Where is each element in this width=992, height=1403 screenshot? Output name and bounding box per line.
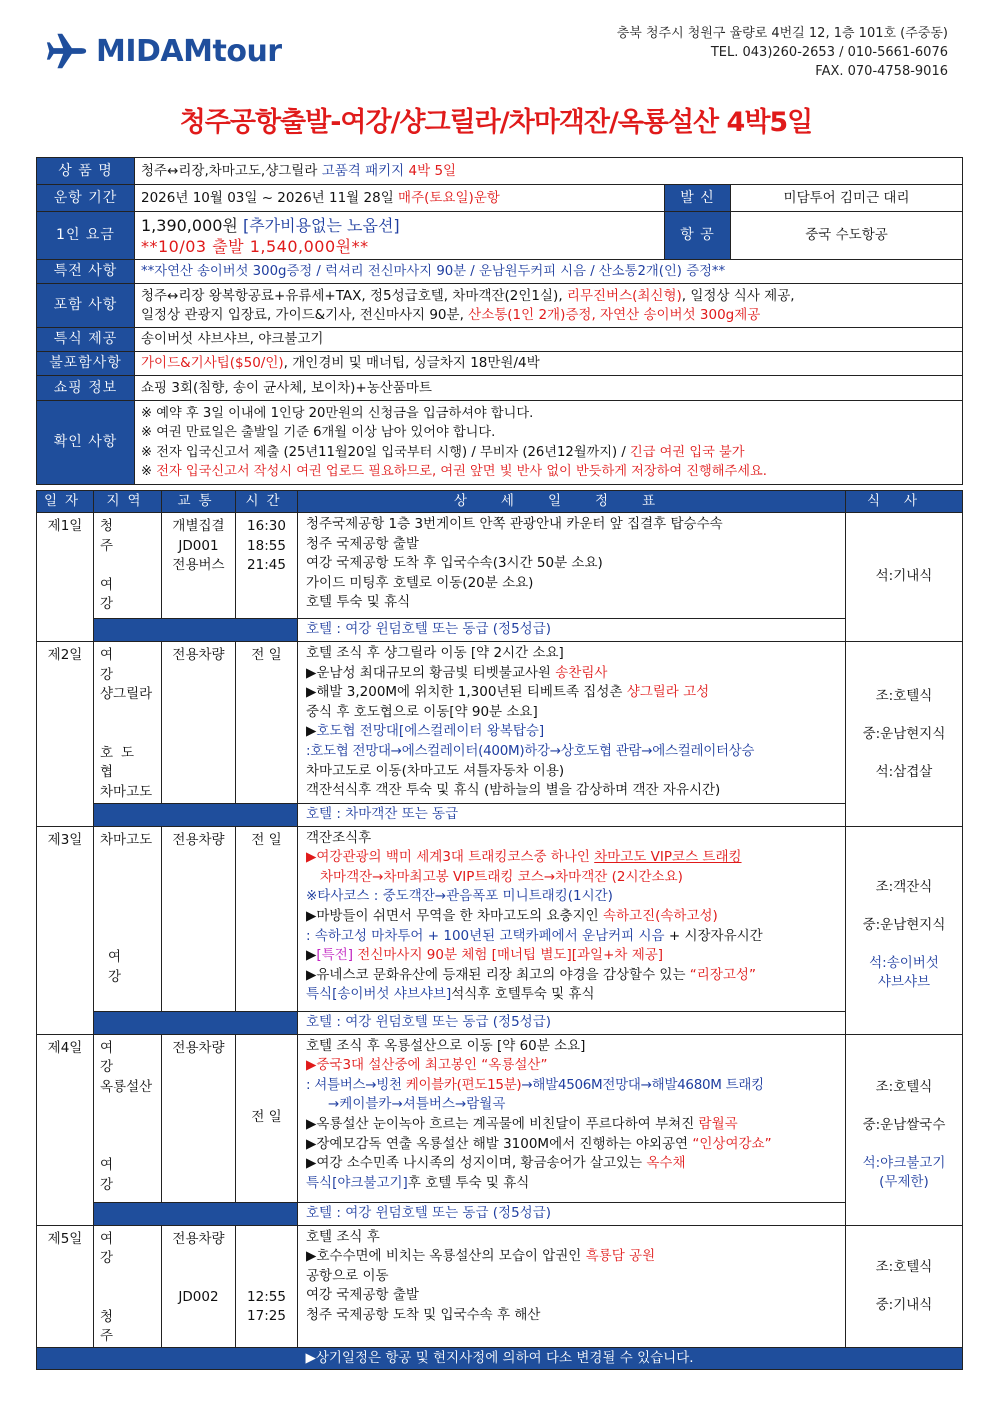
- detail-line: 가이드 미팅후 호텔로 이동(20분 소요): [306, 574, 534, 591]
- exclude-value: [135, 352, 963, 376]
- time-text: 18:55: [247, 537, 286, 554]
- place-text: 여강: [100, 576, 142, 613]
- transport-text: 전용버스: [172, 557, 225, 574]
- day2-places: [94, 642, 162, 804]
- place-text: 여강: [108, 949, 144, 985]
- day1-label: 제1일: [37, 513, 94, 642]
- meal-text: [846, 1144, 962, 1192]
- detail-line: 차마고도로 이동(차마고도 셔틀자동차 이용): [306, 762, 565, 779]
- exclude-text: , 개인경비 및 매너팁, 싱글차지 18만원/4박: [283, 355, 540, 371]
- confirm-text: ※: [141, 464, 157, 479]
- col-meal: 식사: [846, 491, 963, 513]
- detail-line: ※타사코스 : 중도객잔→관음폭포 미니트래킹(1시간): [306, 888, 613, 905]
- include-text: 일정상 관광지 입장료, 가이드&기사, 전신마사지 90분,: [141, 306, 469, 323]
- detail-text-red: 옥수채: [646, 1155, 686, 1172]
- meal-label: 특식 제공: [37, 328, 135, 352]
- place: [100, 517, 156, 556]
- day5-places: [94, 1225, 162, 1347]
- day5-label: 제5일: [37, 1225, 94, 1347]
- day2-detail: [298, 642, 846, 804]
- hotel-bar: [94, 1011, 298, 1034]
- day4-time: 전 일: [236, 1034, 298, 1202]
- detail-text-red: 여강관광의 백미 세계3대 트래킹코스중 하나인: [316, 849, 595, 866]
- day1-places: [94, 513, 162, 619]
- meal-text: 중:운남현지식: [862, 917, 946, 934]
- detail-line: 청주국제공항 1층 3번게이트 안쪽 관광안내 카운터 앞 집결후 탑승수속: [306, 516, 723, 532]
- meal-text: 조:호텔식: [875, 1078, 933, 1095]
- detail-line: [306, 1154, 837, 1174]
- detail-text: ▶: [306, 849, 317, 866]
- schedule-footer: [37, 1347, 963, 1369]
- price-text: 1,390,000원: [141, 215, 243, 235]
- detail-text: ▶장예모감독 연출 옥룡설산 해발 3100M에서 진행하는 야외공연: [306, 1135, 693, 1152]
- day1-transport: [162, 513, 236, 619]
- info-row-price: [37, 212, 963, 260]
- logo: [44, 28, 282, 74]
- product-text: 청주↔리장,차마고도,샹그릴라: [141, 162, 322, 179]
- col-trans: 교통: [162, 491, 236, 513]
- day5-detail: [298, 1225, 846, 1347]
- detail-line: [306, 1247, 837, 1267]
- company-address: [617, 24, 948, 81]
- schedule-table: [36, 490, 963, 1370]
- day1-row: [37, 513, 963, 619]
- meal-text: 중:기내식: [875, 1297, 933, 1314]
- detail-line: 청주 국제공항 도착 및 입국수속 후 해산: [306, 1306, 541, 1323]
- day3-row: [37, 826, 963, 1011]
- detail-line: [306, 1135, 837, 1155]
- fax-line: FAX. 070-4758-9016: [815, 64, 948, 79]
- day2-transport: 전용차량: [162, 642, 236, 804]
- detail-line: [306, 1174, 837, 1194]
- place-text: 청주: [100, 1308, 142, 1345]
- detail-line: [306, 1115, 837, 1135]
- logo-text: MIDAMtour: [96, 33, 282, 69]
- detail-text-red: “인상여강쇼”: [692, 1135, 772, 1152]
- detail-text-red: 샹그릴라 고성: [626, 684, 710, 701]
- detail-line: [306, 946, 837, 966]
- day3-meal: [846, 826, 963, 1034]
- detail-text: + 시장자유시간: [664, 927, 763, 944]
- confirm-item: ※ 예약 후 3일 이내에 1인당 20만원의 신청금을 입금하셔야 합니다.: [141, 405, 534, 421]
- col-day: 일자: [37, 491, 94, 513]
- place-text: 샹그릴라: [100, 686, 153, 703]
- detail-text-purple: [특전]: [316, 947, 354, 964]
- meal-text: 중:운남현지식: [862, 725, 946, 742]
- info-row-exclude: [37, 352, 963, 376]
- detail-line: 객잔조식후: [306, 829, 372, 846]
- detail-text-red: ▶중국3대 설산중에 최고봉인: [306, 1057, 482, 1074]
- day3-hotel: 호텔 : 여강 윈덤호텔 또는 동급 (정5성급): [298, 1011, 846, 1034]
- day5-transport: [162, 1225, 236, 1347]
- price-label: 1인 요금: [37, 212, 135, 260]
- detail-line: [306, 966, 837, 986]
- include-value: [135, 284, 963, 328]
- hotel-bar: [94, 803, 298, 826]
- day3-label: 제3일: [37, 826, 94, 1034]
- place-text: 여강: [100, 647, 142, 683]
- transport-text: JD002: [178, 1289, 219, 1306]
- time-text: 12:55: [247, 1288, 286, 1305]
- detail-text-red: “옥룡설산”: [481, 1057, 548, 1074]
- product-text-blue: 고품격 패키지: [321, 162, 409, 179]
- meal-text: [846, 944, 962, 992]
- airplane-icon: [44, 28, 90, 74]
- sender-value: 미담투어 김미근 대리: [731, 185, 963, 212]
- detail-line: 호텔 조식 후 옥룡설산으로 이동 [약 60분 소요]: [306, 1037, 586, 1054]
- product-value: [135, 158, 963, 185]
- detail-line: 객잔석식후 객잔 투숙 및 휴식 (밤하늘의 별을 감상하며 객잔 자유시간): [306, 782, 721, 799]
- detail-text-red: 전신마사지 90분 체험 [매너팁 별도][과일+차 제공]: [353, 947, 664, 964]
- detail-text-blue: : 속하고성 마차투어 + 100년된 고택카페에서 운남커피 시음: [306, 927, 665, 944]
- detail-text: 석식후 호텔투숙 및 휴식: [451, 986, 595, 1003]
- shopping-label: 쇼핑 정보: [37, 376, 135, 401]
- detail-line: 공항으로 이동: [306, 1267, 389, 1284]
- info-row-benefit: [37, 260, 963, 284]
- transport-text: 전용차량: [172, 1230, 225, 1247]
- confirm-text-red: 긴급 여권 입국 불가: [630, 444, 745, 460]
- day1-hotel-row: [37, 619, 963, 642]
- detail-line: [306, 985, 837, 1005]
- detail-text: ▶해발 3,200M에 위치한 1,300년된 티베트족 집성촌: [306, 684, 627, 701]
- day1-meal: 석:기내식: [846, 513, 963, 642]
- include-text: 청주↔리장 왕복항공료+유류세+TAX, 정5성급호텔, 차마객잔(2인1실),: [141, 287, 567, 304]
- benefit-label: 특전 사항: [37, 260, 135, 284]
- day1-hotel: 호텔 : 여강 윈덤호텔 또는 동급 (정5성급): [298, 619, 846, 642]
- period-value: [135, 185, 665, 212]
- confirm-text-red: 전자 입국신고서 작성시 여권 업로드 필요하므로, 여권 앞면 빛 반사 없이 반듯하게 저장하여 진행해주세요.: [156, 464, 767, 479]
- detail-line: 호텔 조식 후 샹그릴라 이동 [약 2시간 소요]: [306, 645, 564, 661]
- detail-line: →케이블카→셔틀버스→람월곡: [328, 1096, 506, 1113]
- info-row-shopping: [37, 376, 963, 401]
- detail-line: [306, 683, 837, 703]
- detail-text-blue: 특식[송이버섯 샤브샤브]: [306, 986, 452, 1003]
- day2-label: 제2일: [37, 642, 94, 827]
- day4-places: [94, 1034, 162, 1202]
- day3-transport: 전용차량: [162, 826, 236, 1011]
- detail-text-red: 케이블카(편도15분): [405, 1076, 522, 1093]
- time-text: 17:25: [247, 1308, 286, 1325]
- price-special: **10/03 출발 1,540,000원**: [141, 236, 369, 256]
- period-label: 운항 기간: [37, 185, 135, 212]
- info-row-include: [37, 284, 963, 328]
- meal-text: 조:호텔식: [875, 1259, 933, 1276]
- product-text-red: 4박 5일: [408, 162, 457, 179]
- include-text: , 일정상 식사 제공,: [681, 287, 795, 304]
- day2-meal: [846, 642, 963, 827]
- meal-text-line: 석:야크불고기: [862, 1154, 946, 1171]
- detail-text-red: “리장고성”: [689, 966, 756, 983]
- detail-text: 후 호텔 투숙 및 휴식: [407, 1174, 530, 1191]
- period-text: 2026년 10월 03일 ~ 2026년 11월 28일: [141, 189, 399, 206]
- place-text: 여강: [100, 1157, 142, 1193]
- place-text: 호도협: [100, 744, 143, 781]
- col-detail: 상세일정표: [298, 491, 846, 513]
- detail-text-red: 흑룡담 공원: [585, 1248, 656, 1265]
- meal-text: 석:삼겹살: [875, 763, 933, 780]
- place-text: 청주: [100, 518, 142, 554]
- hotel-bar: [94, 1202, 298, 1225]
- detail-line: [306, 664, 837, 684]
- detail-text: ▶: [306, 947, 317, 964]
- detail-text: ▶여강 소수민족 나시족의 성지이며, 황금송어가 살고있는: [306, 1155, 647, 1172]
- confirm-item: ※ 여권 만료일은 출발일 기준 6개월 이상 남아 있어야 합니다.: [141, 425, 496, 440]
- detail-text-blue: 호도협 전망대[에스컬레이터 왕복탑승]: [316, 723, 545, 740]
- info-table: [36, 157, 963, 485]
- meal-text-line: 석:송이버섯: [869, 955, 939, 972]
- day4-hotel-row: [37, 1202, 963, 1225]
- tel-line: TEL. 043)260-2653 / 010-5661-6076: [710, 45, 948, 60]
- transport-text: 개별집결: [172, 518, 225, 534]
- detail-text-blue: →해발4506M전망대→해발4680M 트래킹: [521, 1076, 764, 1093]
- day5-time: [236, 1225, 298, 1347]
- time-text: 21:45: [247, 557, 286, 574]
- day2-row: [37, 642, 963, 804]
- meal-value: 송이버섯 샤브샤브, 야크불고기: [135, 328, 963, 352]
- day3-detail: [298, 826, 846, 1011]
- price-value: [135, 212, 665, 260]
- info-row-meal: [37, 328, 963, 352]
- day4-transport: 전용차량: [162, 1034, 236, 1202]
- sender-label: 발 신: [665, 185, 731, 212]
- place-text: 여강: [100, 1039, 142, 1076]
- detail-text-red-underline: 차마고도 VIP코스 트래킹: [594, 849, 742, 866]
- day3-hotel-row: [37, 1011, 963, 1034]
- confirm-text: ※ 전자 입국신고서 제출 (25년11월20일 입국부터 시행) / 무비자 (26년12월까지) /: [141, 444, 631, 460]
- detail-text-red: 송찬림사: [555, 664, 608, 681]
- day3-places: [94, 826, 162, 1011]
- detail-line: [306, 907, 837, 927]
- detail-text-red: 람월곡: [698, 1115, 738, 1132]
- schedule-header: [37, 491, 963, 513]
- info-row-product: [37, 158, 963, 185]
- meal-text: 중:운남쌀국수: [862, 1116, 946, 1133]
- day4-row: [37, 1034, 963, 1202]
- place-text: 차마고도: [100, 831, 153, 848]
- detail-line: [306, 927, 837, 947]
- day2-time: 전 일: [236, 642, 298, 804]
- day2-hotel-row: [37, 803, 963, 826]
- include-text-red: 리무진버스(최신형): [566, 287, 682, 304]
- confirm-value: [135, 401, 963, 485]
- period-text-red: 매주(토요일)운항: [398, 189, 500, 206]
- detail-line: 호텔 투숙 및 휴식: [306, 594, 411, 611]
- airline-label: 항 공: [665, 212, 731, 260]
- hotel-bar: [94, 619, 298, 642]
- footer-note: ▶상기일정은 항공 및 현지사정에 의하여 다소 변경될 수 있습니다.: [37, 1347, 963, 1369]
- meal-text-line: (무제한): [879, 1173, 929, 1190]
- day3-time: 전 일: [236, 826, 298, 1011]
- detail-line: [306, 848, 837, 868]
- address-line: 충북 청주시 청원구 율량로 4번길 12, 1층 101호 (주중동): [616, 26, 948, 41]
- day1-time: [236, 513, 298, 619]
- confirm-label: 확인 사항: [37, 401, 135, 485]
- airline-value: 중국 수도항공: [731, 212, 963, 260]
- detail-text-blue: : 셔틀버스→빙천: [306, 1076, 406, 1093]
- day4-label: 제4일: [37, 1034, 94, 1225]
- place: [100, 576, 155, 615]
- detail-line: 여강 국제공항 출발: [306, 1287, 419, 1304]
- day5-row: [37, 1225, 963, 1347]
- meal-text: 조:객잔식: [875, 879, 933, 896]
- day4-detail: [298, 1034, 846, 1202]
- page-title: 청주공항출발-여강/샹그릴라/차마객잔/옥룡설산 4박5일: [179, 107, 813, 138]
- day4-meal: [846, 1034, 963, 1225]
- col-place: 지역: [94, 491, 162, 513]
- confirm-item: [141, 462, 956, 482]
- detail-text: ▶운남성 최대규모의 황금빛 티벳불교사원: [306, 664, 556, 681]
- day4-hotel: 호텔 : 여강 윈덤호텔 또는 동급 (정5성급): [298, 1202, 846, 1225]
- detail-line: 청주 국제공항 출발: [306, 535, 419, 552]
- confirm-item: [141, 443, 956, 463]
- detail-line: 여강 국제공항 도착 후 입국수속(3시간 50분 소요): [306, 555, 603, 572]
- detail-text: ▶옥룡설산 눈이녹아 흐르는 계곡물에 비친달이 푸르다하여 부쳐진: [306, 1115, 699, 1132]
- include-text-red: 산소통(1인 2개)증정, 자연산 송이버섯 300g제공: [468, 306, 761, 323]
- day1-detail: [298, 513, 846, 619]
- place-text: 차마고도: [100, 783, 153, 800]
- info-row-period: [37, 185, 963, 212]
- exclude-text-red: 가이드&기사팁($50/인): [141, 355, 284, 371]
- place-text: 옥룡설산: [100, 1078, 153, 1095]
- meal-text-line: 샤브샤브: [877, 974, 931, 991]
- detail-text: ▶유네스코 문화유산에 등재된 리장 최고의 야경을 감상할수 있는: [306, 966, 690, 983]
- detail-text-red: 속하고진(속하고성): [602, 907, 718, 924]
- detail-line: 호텔 조식 후: [306, 1228, 380, 1245]
- meal-text: 조:호텔식: [875, 687, 933, 704]
- info-row-confirm: [37, 401, 963, 485]
- detail-line: 차마객잔→차마최고봉 VIP트래킹 코스→차마객잔 (2시간소요): [320, 868, 683, 885]
- detail-text: ▶: [306, 723, 317, 740]
- detail-line: [306, 722, 837, 742]
- detail-text: ▶마방들이 쉬면서 무역을 한 차마고도의 요충지인: [306, 907, 603, 924]
- col-time: 시간: [236, 491, 298, 513]
- price-note: [추가비용없는 노옵션]: [242, 215, 400, 235]
- place-text: 여강: [100, 1230, 142, 1267]
- shopping-value: 쇼핑 3회(침향, 송이 균사체, 보이차)+농산품마트: [135, 376, 963, 401]
- detail-text-blue: 특식[야크불고기]: [306, 1174, 408, 1191]
- include-label: 포함 사항: [37, 284, 135, 328]
- transport-text: JD001: [178, 537, 219, 554]
- detail-line: [306, 1076, 837, 1096]
- time-text: 16:30: [247, 518, 286, 534]
- detail-line: [306, 1056, 837, 1076]
- exclude-label: 불포함사항: [37, 352, 135, 376]
- product-label: 상 품 명: [37, 158, 135, 185]
- detail-text: ▶호수수면에 비치는 옥룡설산의 모습이 압권인: [306, 1248, 586, 1265]
- detail-line: :호도협 전망대→에스컬레이터(400M)하강→상호도협 관람→에스컬레이터상승: [306, 742, 755, 759]
- detail-line: 중식 후 호도협으로 이동[약 90분 소요]: [306, 703, 538, 720]
- day5-meal: [846, 1225, 963, 1347]
- benefit-value: **자연산 송이버섯 300g증정 / 럭셔리 전신마사지 90분 / 운남원두커피 시음 / 산소통2개(인) 증정**: [135, 260, 963, 284]
- day2-hotel: 호텔 : 차마객잔 또는 동급: [298, 803, 846, 826]
